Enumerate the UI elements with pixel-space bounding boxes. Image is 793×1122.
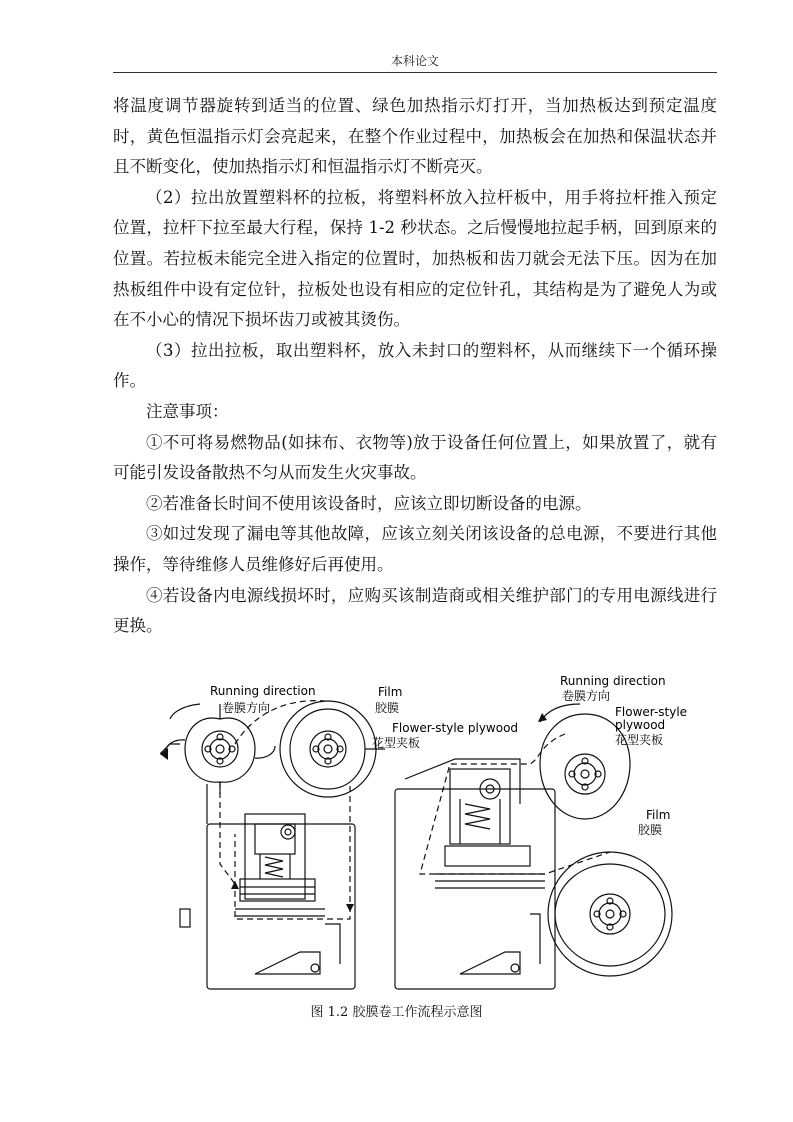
body-text [113,91,717,642]
note-2: ②若准备长时间不使用该设备时，应该立即切断设备的电源。 [146,493,592,513]
left-label-plywood-zh: 花型夹板 [372,736,421,750]
paragraph-3: （3）拉出拉板，取出塑料杯，放入未封口的塑料杯，从而继续下一个循环操作。 [113,340,717,391]
left-flower-plate-1 [160,704,275,794]
note-3: ③如过发现了漏电等其他故障，应该立刻关闭该设备的总电源，不要进行其他操作，等待维修人员维修好后再使用。 [113,524,717,574]
header-rule [113,72,717,73]
left-label-film-en: Film [378,685,403,699]
right-label-running-en: Running direction [560,674,666,688]
right-machine-body [395,789,555,989]
figure-caption: 图 1.2 胶膜卷工作流程示意图 [310,1005,483,1020]
note-1: ①不可将易燃物品(如抹布、衣物等)放于设备任何位置上，如果放置了，就有可能引发设备散热不匀从而发生火灾事故。 [113,432,717,483]
left-machine [160,701,385,989]
paragraph-1: 将温度调节器旋转到适当的位置、绿色加热指示灯打开，当加热板达到预定温度时，黄色恒温指示灯会亮起来，在整个作业过程中，加热板会在加热和保温状态并且不断变化，使加热指示灯和恒温指示灯不断亮灭。 [113,96,717,177]
right-label-film-zh: 胶膜 [638,823,663,837]
left-film-arrow-up [231,881,239,889]
left-label-film-zh: 胶膜 [375,701,400,715]
left-label-plywood-en: Flower-style plywood [392,721,519,735]
left-machine-body [207,824,355,989]
left-label-running-en: Running direction [210,684,316,698]
left-flower-plate-2 [280,701,385,797]
right-flower-plate-lower [548,852,672,976]
paragraph-notes-heading: 注意事项： [146,401,229,421]
right-label-plywood-en-2: plywood [615,718,666,732]
left-film-arrow-down [346,904,354,912]
note-4: ④若设备内电源线损坏时，应购买该制造商或相关维护部门的专用电源线进行更换。 [113,585,717,636]
diagram-svg [160,674,690,994]
page-header: 本科论文 [390,54,439,68]
right-label-film-en: Film [646,808,671,822]
left-label-running-zh: 卷膜方向 [222,701,271,715]
figure-film-roll-diagram [160,674,690,994]
right-label-running-zh: 卷膜方向 [562,689,611,703]
right-label-plywood-en-1: Flower-style [615,705,688,719]
right-label-plywood-zh: 花型夹板 [615,733,664,747]
paragraph-2: （2）拉出放置塑料杯的拉板，将塑料杯放入拉杆板中，用手将拉杆推入预定位置，拉杆下拉至最大行程，保持 1-2 秒状态。之后慢慢地拉起手柄，回到原来的位置。若拉板未能完全进入指定的位置时，加热板和齿刀就会无法下压。因为在加热板组件中设有定位针，拉板处也设有相应的定位针孔，其结构是为了避免人为或在不小心的情况下损坏齿刀或被其烫伤。 [113,187,717,330]
